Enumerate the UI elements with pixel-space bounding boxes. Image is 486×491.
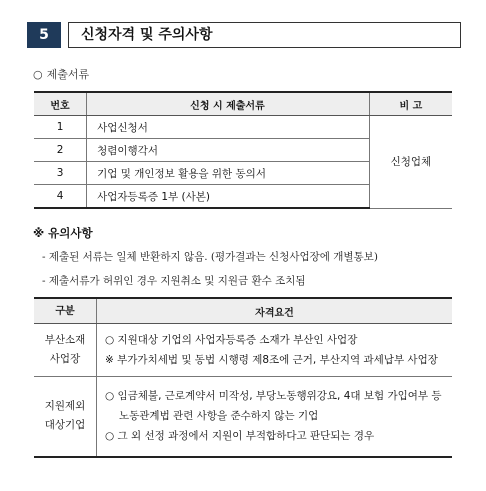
caution-item: - 제출서류가 허위인 경우 지원취소 및 지원금 환수 조치됨 [42,275,306,287]
table-row [34,116,452,139]
requirement-line: ※ 부가가치세법 및 동법 시행령 제8조에 근거, 부산지역 과세납부 사업장 [105,354,438,366]
table-row [34,377,452,457]
row-remark: 신청업체 [369,116,452,209]
section-title-box [68,22,461,48]
documents-table [34,91,452,209]
section-number: 5 [27,22,61,48]
col-requirement: 자격요건 [97,298,453,324]
requirement-line: ○ 그 외 선정 과정에서 지원이 부적합하다고 판단되는 경우 [105,430,375,443]
row-no: 2 [34,139,87,162]
requirement-line: ○ 임금체불, 근로계약서 미작성, 부당노동행위강요, 4대 보험 가입여부 등 [105,390,442,403]
documents-heading-text: 제출서류 [46,68,90,81]
row-document: 청렴이행각서 [87,139,370,162]
circle-bullet-icon: ○ [33,68,43,81]
section-title: 신청자격 및 주의사항 [81,27,213,43]
row-category [34,377,97,457]
requirement-line: ○ 지원대상 기업의 사업자등록증 소재가 부산인 사업장 [105,334,358,346]
qualification-table [34,297,452,458]
row-no: 1 [34,116,87,139]
col-no: 번호 [34,92,87,116]
category-line: 지원제외 [44,400,86,413]
category-line: 부산소재 [44,334,86,346]
row-category [34,324,97,377]
row-requirement [97,324,453,377]
col-remark: 비 고 [369,92,452,116]
caution-title: ※ 유의사항 [33,226,93,240]
row-no: 4 [34,185,87,209]
category-line: 대상기업 [44,419,86,432]
table-row [34,324,452,377]
row-no: 3 [34,162,87,185]
requirement-line: 노동관계법 관련 사항을 준수하지 않는 기업 [119,410,319,423]
section-header [27,22,461,48]
col-document: 신청 시 제출서류 [87,92,370,116]
row-document: 기업 및 개인정보 활용을 위한 동의서 [87,162,370,185]
category-line: 사업장 [49,353,81,365]
documents-heading [33,66,89,82]
row-document: 사업신청서 [87,116,370,139]
col-category: 구분 [34,298,97,324]
qualification-table-header [34,298,452,324]
row-document: 사업자등록증 1부 (사본) [87,185,370,209]
documents-table-header [34,92,452,116]
row-requirement [97,377,453,457]
caution-item: - 제출된 서류는 일체 반환하지 않음. (평가결과는 신청사업장에 개별통보) [42,251,378,263]
